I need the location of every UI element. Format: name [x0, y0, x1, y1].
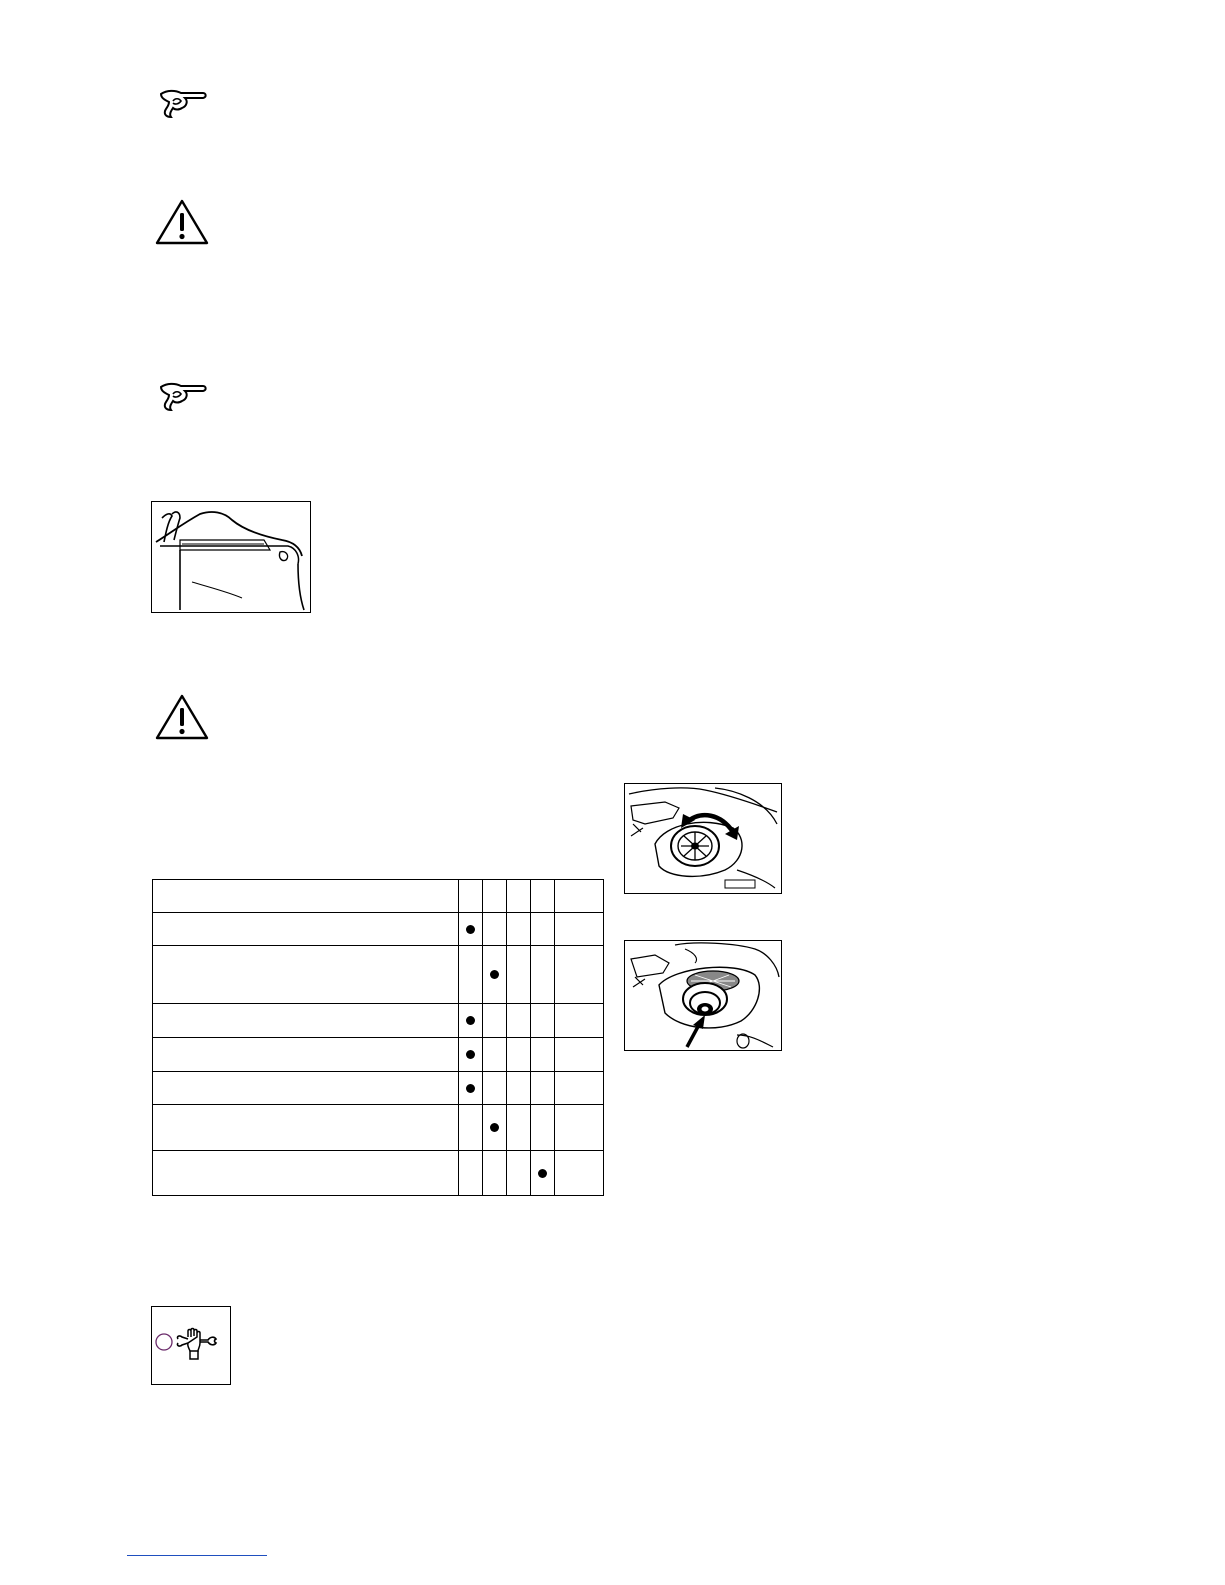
table-cell-interval — [507, 1072, 531, 1105]
table-cell-interval — [555, 946, 604, 1004]
table-cell-interval — [531, 1072, 555, 1105]
table-cell-description — [153, 1151, 459, 1196]
interval-marker-dot — [466, 1084, 475, 1093]
interval-marker-dot — [490, 970, 499, 979]
service-icon-box — [151, 1306, 231, 1385]
maintenance-schedule-table — [152, 879, 604, 1196]
filter-rotation-illustration — [624, 783, 782, 894]
table-cell-interval — [507, 946, 531, 1004]
table-cell-interval — [507, 1105, 531, 1151]
table-cell-interval — [483, 1072, 507, 1105]
table-cell-interval — [459, 946, 483, 1004]
table-cell-interval — [459, 1105, 483, 1151]
table-row — [153, 1004, 604, 1038]
table-cell-interval — [507, 1038, 531, 1072]
table-cell-interval — [459, 1151, 483, 1196]
filter-release-illustration — [624, 940, 782, 1051]
table-cell-interval — [531, 946, 555, 1004]
pointing-hand-icon — [155, 84, 209, 124]
table-cell-interval — [531, 1004, 555, 1038]
footnote-separator — [127, 1555, 267, 1556]
interval-marker-dot — [466, 1050, 475, 1059]
table-cell-interval — [459, 1038, 483, 1072]
table-cell-interval — [555, 1038, 604, 1072]
table-cell-interval — [483, 880, 507, 913]
table-cell-interval — [507, 1004, 531, 1038]
pointing-hand-icon — [155, 377, 209, 417]
table-row — [153, 913, 604, 946]
table-cell-interval — [555, 1151, 604, 1196]
table-cell-interval — [555, 1072, 604, 1105]
table-cell-interval — [459, 1004, 483, 1038]
service-wrench-hand-icon — [154, 1327, 230, 1361]
table-cell-interval — [507, 913, 531, 946]
interval-marker-dot — [538, 1169, 547, 1178]
table-cell-description — [153, 913, 459, 946]
lid-illustration — [151, 501, 311, 613]
table-row — [153, 1072, 604, 1105]
table-cell-interval — [555, 1105, 604, 1151]
table-cell-interval — [483, 1105, 507, 1151]
table-cell-interval — [459, 1072, 483, 1105]
table-cell-interval — [531, 1038, 555, 1072]
warning-triangle-icon — [154, 693, 210, 741]
table-cell-interval — [531, 1151, 555, 1196]
interval-marker-dot — [490, 1123, 499, 1132]
table-cell-interval — [531, 913, 555, 946]
table-row — [153, 880, 604, 913]
table-cell-interval — [483, 1151, 507, 1196]
table-cell-interval — [483, 946, 507, 1004]
table-cell-description — [153, 1038, 459, 1072]
table-cell-interval — [555, 880, 604, 913]
table-row — [153, 1105, 604, 1151]
table-row — [153, 1038, 604, 1072]
table-cell-interval — [459, 913, 483, 946]
table-row — [153, 1151, 604, 1196]
table-cell-interval — [555, 913, 604, 946]
table-cell-interval — [483, 913, 507, 946]
table-cell-interval — [555, 1004, 604, 1038]
table-row — [153, 946, 604, 1004]
table-cell-interval — [507, 1151, 531, 1196]
table-cell-interval — [483, 1038, 507, 1072]
table-cell-description — [153, 880, 459, 913]
interval-marker-dot — [466, 1016, 475, 1025]
table-cell-interval — [531, 880, 555, 913]
table-cell-interval — [531, 1105, 555, 1151]
table-cell-interval — [459, 880, 483, 913]
table-cell-description — [153, 1105, 459, 1151]
interval-marker-dot — [466, 925, 475, 934]
table-cell-description — [153, 946, 459, 1004]
table-cell-description — [153, 1004, 459, 1038]
table-cell-description — [153, 1072, 459, 1105]
table-cell-interval — [507, 880, 531, 913]
table-cell-interval — [483, 1004, 507, 1038]
warning-triangle-icon — [154, 198, 210, 246]
